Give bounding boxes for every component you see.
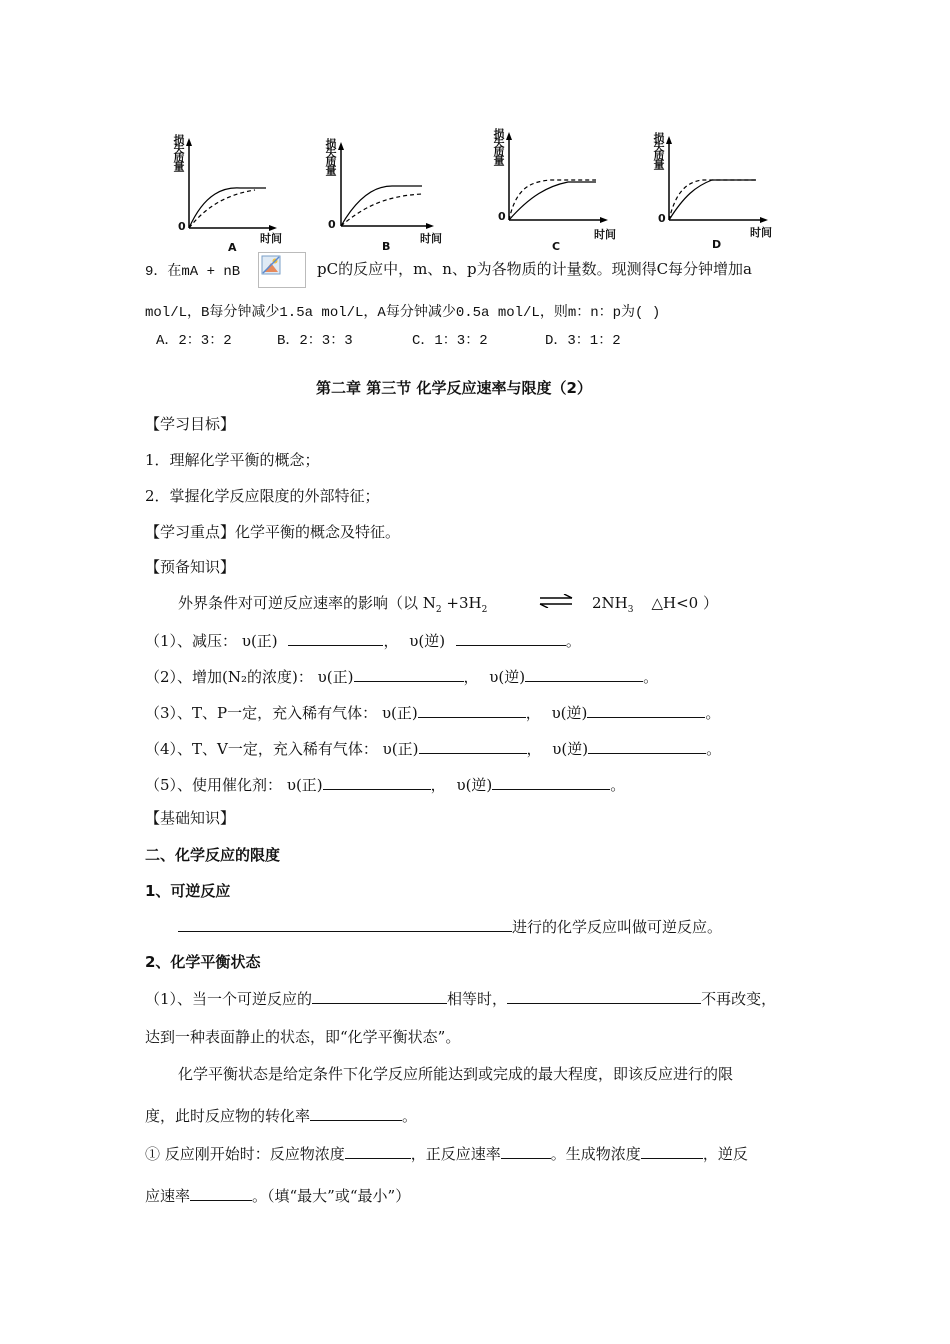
q9-option-a: A．2：3：2 — [156, 333, 232, 349]
answer-blank[interactable] — [354, 665, 464, 682]
fwd-label: υ(正) — [286, 776, 323, 794]
prep-item-3: （3）、T、P一定，充入稀有气体： υ(正) ， υ(逆) 。 — [145, 701, 720, 723]
heading-limits: 二、化学反应的限度 — [145, 846, 281, 864]
graph-a — [170, 132, 280, 257]
eq-para-2: 度，此时反应物的转化率 。 — [145, 1104, 417, 1126]
answer-blank[interactable] — [507, 987, 701, 1004]
eq-line-2: 达到一种表面静止的状态，即“化学平衡状态”。 — [145, 1028, 461, 1046]
prep-intro-a: 外界条件对可逆反应速率的影响（以 N — [178, 594, 436, 612]
equilibrium-arrow-icon — [538, 594, 574, 608]
graph-ylabel: 损失质量 — [324, 138, 337, 174]
fwd-label: υ(正) — [381, 704, 418, 722]
prep-header: 【预备知识】 — [145, 558, 236, 576]
answer-blank[interactable] — [456, 629, 566, 646]
reversible-line — [178, 915, 722, 937]
prep-sub-1: 2 — [435, 605, 442, 615]
graph-origin: 0 — [498, 210, 506, 223]
answer-blank[interactable] — [501, 1142, 551, 1159]
prep-intro-d: △H<0 ） — [651, 594, 718, 612]
graph-c — [490, 126, 620, 256]
circ-line-2: 应速率 。（填“最大”或“最小”） — [145, 1184, 410, 1206]
graph-origin: 0 — [328, 218, 336, 231]
prep-item-label: （2）、增加(N₂的浓度)： — [145, 668, 313, 686]
rev-label: υ(逆) — [456, 776, 493, 794]
fwd-label: υ(正) — [241, 632, 278, 650]
goals-header: 【学习目标】 — [145, 415, 236, 433]
prep-item-4: （4）、T、V一定，充入稀有气体： υ(正) ， υ(逆) 。 — [145, 737, 721, 759]
prep-item-1: （1）、减压： υ(正) ， υ(逆) 。 — [145, 629, 581, 651]
eq-line-1: （1）、当一个可逆反应的 相等时， 不再改变， — [145, 987, 776, 1009]
graph-letter: D — [712, 238, 722, 251]
reversible-text: 进行的化学反应叫做可逆反应。 — [512, 918, 723, 936]
answer-blank[interactable] — [588, 737, 706, 754]
eq-para-1: 化学平衡状态是给定条件下化学反应所能达到或完成的最大程度，即该反应进行的限 — [178, 1065, 734, 1083]
graph-d — [650, 130, 780, 258]
prep-item-label: （4）、T、V一定，充入稀有气体： — [145, 740, 378, 758]
q9-option-b: B．2：3：3 — [277, 333, 353, 349]
prep-item-label: （5）、使用催化剂： — [145, 776, 283, 794]
answer-blank[interactable] — [419, 737, 527, 754]
prep-sub-3: 3 — [627, 605, 634, 615]
answer-blank[interactable] — [178, 915, 512, 932]
graph-xlabel: 时间 — [750, 226, 772, 239]
answer-blank[interactable] — [492, 773, 610, 790]
prep-intro — [178, 593, 487, 620]
prep-item-label: （1）、减压： — [145, 632, 238, 650]
graph-origin: 0 — [658, 212, 666, 225]
answer-blank[interactable] — [312, 987, 447, 1004]
circ-line-1: ① 反应刚开始时：反应物浓度 ，正反应速率 。生成物浓度 ，逆反 — [145, 1142, 748, 1164]
heading-reversible: 1、可逆反应 — [145, 882, 231, 900]
graph-ylabel: 损失质量 — [652, 132, 665, 168]
focus-line: 【学习重点】化学平衡的概念及特征。 — [145, 523, 401, 541]
section-title: 第二章 第三节 化学反应速率与限度（2） — [316, 379, 592, 397]
fwd-label: υ(正) — [382, 740, 419, 758]
graph-xlabel: 时间 — [594, 228, 616, 241]
goal-1: 1．理解化学平衡的概念； — [145, 451, 320, 469]
graph-xlabel: 时间 — [260, 232, 282, 245]
graph-xlabel: 时间 — [420, 232, 442, 245]
rev-label: υ(逆) — [552, 740, 589, 758]
rev-label: υ(逆) — [551, 704, 588, 722]
answer-blank[interactable] — [345, 1142, 411, 1159]
prep-item-2: （2）、增加(N₂的浓度)： υ(正) ， υ(逆) 。 — [145, 665, 658, 687]
graph-ylabel: 损失质量 — [492, 128, 505, 164]
answer-blank[interactable] — [525, 665, 643, 682]
prep-intro-c: 2NH — [592, 594, 628, 612]
graph-origin: 0 — [178, 220, 186, 233]
graph-ylabel: 损失质量 — [172, 134, 185, 170]
graph-letter: B — [382, 240, 391, 253]
q9-line2: mol/L，B每分钟减少1.5a mol/L，A每分钟减少0.5a mol/L，则m：n：p为( ) — [145, 305, 661, 321]
prep-item-label: （3）、T、P一定，充入稀有气体： — [145, 704, 378, 722]
answer-blank[interactable] — [190, 1184, 252, 1201]
answer-blank[interactable] — [310, 1104, 402, 1121]
answer-blank[interactable] — [641, 1142, 703, 1159]
answer-blank[interactable] — [587, 701, 705, 718]
broken-image-icon — [258, 252, 306, 288]
goal-2: 2．掌握化学反应限度的外部特征； — [145, 487, 380, 505]
fwd-label: υ(正) — [317, 668, 354, 686]
answer-blank[interactable] — [418, 701, 526, 718]
answer-blank[interactable] — [323, 773, 431, 790]
q9-line1-a: 9．在mA + nB — [145, 264, 241, 280]
rev-label: υ(逆) — [409, 632, 446, 650]
q9-line1-b: pC的反应中，m、n、p为各物质的计量数。现测得C每分钟增加a — [317, 260, 752, 278]
basic-header: 【基础知识】 — [145, 809, 236, 827]
q9-option-d: D．3：1：2 — [545, 333, 621, 349]
prep-item-5: （5）、使用催化剂： υ(正) ， υ(逆) 。 — [145, 773, 625, 795]
graph-letter: C — [552, 240, 561, 253]
q9-option-c: C．1：3：2 — [412, 333, 488, 349]
graph-letter: A — [228, 241, 237, 254]
answer-blank[interactable] — [288, 629, 383, 646]
prep-sub-2: 2 — [481, 605, 488, 615]
prep-intro-product — [592, 593, 718, 620]
heading-equilibrium: 2、化学平衡状态 — [145, 953, 261, 971]
graph-b — [322, 136, 442, 261]
rev-label: υ(逆) — [489, 668, 526, 686]
prep-intro-b: +3H — [441, 594, 482, 612]
